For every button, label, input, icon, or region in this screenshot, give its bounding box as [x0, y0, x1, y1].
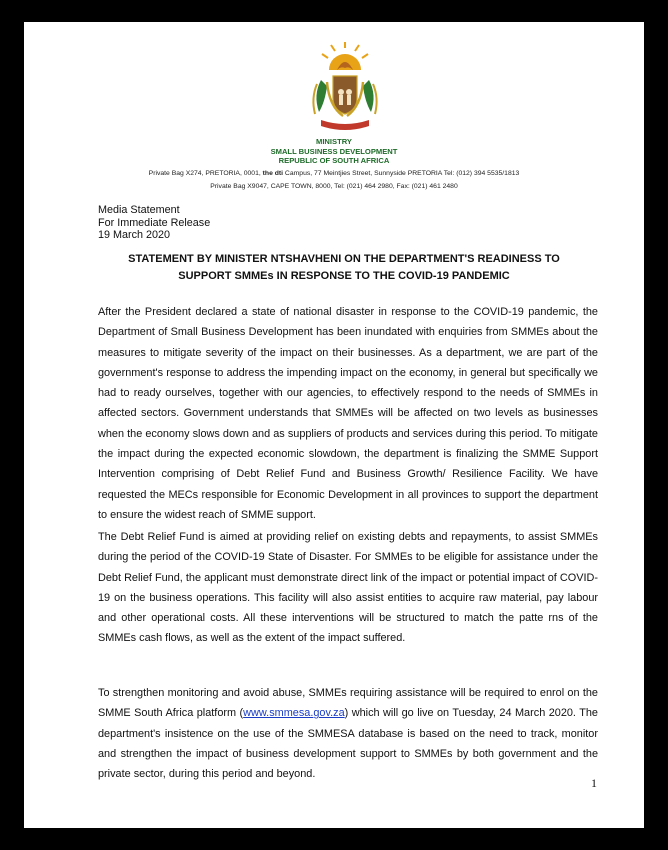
release-note: For Immediate Release	[98, 216, 211, 229]
paragraph-monitoring	[98, 683, 598, 784]
coat-of-arms-logo	[307, 40, 383, 132]
paragraph-debt-relief: The Debt Relief Fund is aimed at providing relief on existing debts and repayments, to assist SMMEs during the period of the COVID-19 State of Disaster. For SMMEs to be eligible for assistance under the Debt Relief Fund, the applicant must demonstrate direct link of the impact or potential impact of COVID-19 on the business operations. This facility will also assist entities to acquire raw material, pay labour and other operational costs. All these interventions will be structured to match the patte rns of the SMMEs cash flows, as well as the extent of the impact suffered.	[98, 531, 598, 645]
heading-line: SUPPORT SMMEs IN RESPONSE TO THE COVID-19 PANDEMIC	[178, 270, 510, 282]
address-line-cape-town: Private Bag X9047, CAPE TOWN, 8000, Tel: (021) 464 2980, Fax: (021) 461 2480	[210, 182, 458, 190]
release-meta	[98, 204, 210, 242]
ministry-line: REPUBLIC OF SOUTH AFRICA	[278, 156, 390, 166]
ministry-title-block	[24, 137, 644, 166]
ministry-line: MINISTRY	[316, 137, 352, 146]
statement-heading	[84, 251, 604, 285]
page-number: 1	[591, 776, 597, 790]
statement-type: Media Statement	[98, 204, 180, 216]
heading-line: STATEMENT BY MINISTER NTSHAVHENI ON THE DEPARTMENT'S READINESS TO	[128, 253, 560, 265]
document-page	[24, 22, 644, 828]
address-block	[24, 168, 644, 193]
address-bold-campus: the dti	[262, 170, 284, 177]
paragraph-text: ) which will go live on Tuesday, 24 March 2020. The department's insistence on the use of the SMMESA database is based on the need to track, monitor and strengthen the impact of business development support to SMMEs by both government and the private sector, during this period and beyond.	[98, 707, 598, 781]
ministry-line: SMALL BUSINESS DEVELOPMENT	[270, 146, 398, 156]
release-date: 19 March 2020	[98, 229, 171, 241]
address-prefix: Private Bag X274, PRETORIA, 0001,	[148, 170, 263, 177]
address-suffix: Campus, 77 Meintjies Street, Sunnyside PRETORIA Tel: (012) 394 5535/1813	[283, 170, 520, 177]
paragraph-intro: After the President declared a state of national disaster in response to the COVID-19 pandemic, the Department of Small Business Development has been inundated with enquiries from SMMEs about the measures to mitigate severity of the impact on their businesses. As a department, we are part of the government's response to address the impending impact on the economy, in general but specifically we had to ready ourselves, together with our agencies, to effectively respond to the needs of SMMEs in affected sectors. Government understands that SMMEs will be affected on two levels as businesses when the economy slows down and as suppliers of products and services during this period. To mitigate the impact during the expected economic slowdown, the department is finalizing the SMME Support Intervention comprising of Debt Relief Fund and Business Growth/ Resilience Facility. We have requested the MECs responsible for Economic Development in all provinces to support the department to ensure the widest reach of SMME support.	[98, 306, 598, 521]
smmesa-link[interactable]: www.smmesa.gov.za	[243, 707, 345, 720]
address-line-pretoria	[24, 168, 644, 181]
paragraph-text: To strengthen monitoring and avoid abuse, SMMEs requiring assistance will be required to enrol on the SMME South Africa platform (	[98, 687, 598, 720]
